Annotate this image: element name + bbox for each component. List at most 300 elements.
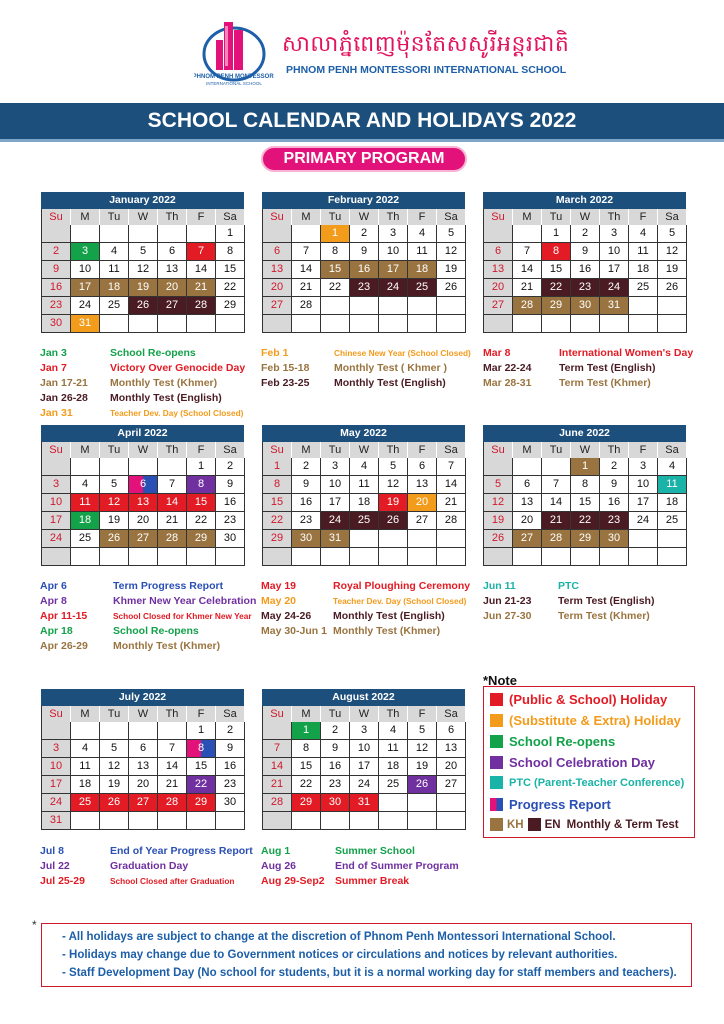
day-cell: 29: [216, 297, 245, 315]
day-cell: 2: [600, 458, 629, 476]
events-july: [40, 844, 253, 889]
day-cell: 8: [187, 740, 216, 758]
day-cell: 20: [513, 512, 542, 530]
event-description: Teacher Dev. Day (School Closed): [333, 596, 467, 606]
weekday-header: M: [292, 706, 321, 722]
weekday-header: F: [187, 209, 216, 225]
empty-day-cell: [379, 812, 408, 830]
event-item: [483, 609, 654, 624]
empty-day-cell: [100, 315, 129, 333]
banner-divider: [0, 139, 724, 142]
day-cell: 28: [292, 297, 321, 315]
day-cell: 9: [42, 261, 71, 279]
day-cell: 19: [379, 494, 408, 512]
event-date: Mar 8: [483, 347, 511, 359]
day-cell: 21: [513, 279, 542, 297]
event-item: [40, 361, 245, 376]
weekday-header: Su: [484, 209, 513, 225]
empty-day-cell: [629, 548, 658, 566]
day-cell: 27: [129, 530, 158, 548]
day-cell: 17: [42, 776, 71, 794]
day-cell: 7: [263, 740, 292, 758]
day-cell: 25: [350, 512, 379, 530]
legend-label: Progress Report: [509, 797, 611, 812]
empty-day-cell: [408, 315, 437, 333]
weekday-header: F: [408, 442, 437, 458]
day-cell: 27: [158, 297, 187, 315]
empty-day-cell: [129, 225, 158, 243]
day-cell: 4: [408, 225, 437, 243]
day-cell: 24: [42, 530, 71, 548]
event-date: Jul 22: [40, 860, 70, 872]
day-cell: 27: [484, 297, 513, 315]
day-cell: 2: [571, 225, 600, 243]
day-cell: 22: [321, 279, 350, 297]
event-item: [40, 874, 253, 889]
event-date: Mar 28-31: [483, 377, 532, 389]
month-title: April 2022: [41, 425, 244, 442]
day-cell: 16: [571, 261, 600, 279]
month-title: August 2022: [262, 689, 465, 706]
event-date: Apr 8: [40, 595, 67, 607]
day-cell: 22: [216, 279, 245, 297]
month-title: June 2022: [483, 425, 686, 442]
event-item: [483, 594, 654, 609]
day-cell: 19: [437, 261, 466, 279]
empty-day-cell: [379, 794, 408, 812]
day-cell: 18: [629, 261, 658, 279]
school-name-khmer: សាលាភ្នំពេញម៉ុនតែសសូរីអន្តរជាតិ: [282, 32, 570, 57]
empty-day-cell: [321, 548, 350, 566]
empty-day-cell: [658, 530, 687, 548]
month-title: March 2022: [483, 192, 686, 209]
weekday-header: Tu: [542, 442, 571, 458]
day-cell: 14: [158, 758, 187, 776]
day-cell: 20: [484, 279, 513, 297]
empty-day-cell: [292, 225, 321, 243]
day-cell: 28: [437, 512, 466, 530]
day-cell: 25: [658, 512, 687, 530]
school-name-english: PHNOM PENH MONTESSORI INTERNATIONAL SCHOOL: [286, 64, 567, 76]
event-description: Term Test (Khmer): [559, 377, 651, 389]
day-cell: 30: [42, 315, 71, 333]
day-cell: 31: [321, 530, 350, 548]
day-cell: 18: [379, 758, 408, 776]
program-badge: PRIMARY PROGRAM: [261, 146, 467, 172]
event-date: Jan 26-28: [40, 392, 88, 404]
event-description: International Women's Day: [559, 347, 694, 359]
day-cell: 16: [292, 494, 321, 512]
day-cell: 10: [42, 494, 71, 512]
empty-day-cell: [42, 225, 71, 243]
weekday-header: Tu: [321, 706, 350, 722]
day-cell: 8: [187, 476, 216, 494]
empty-day-cell: [379, 315, 408, 333]
day-cell: 11: [350, 476, 379, 494]
svg-text:PHNOM PENH MONTESSORI: PHNOM PENH MONTESSORI: [194, 74, 274, 80]
day-cell: 6: [158, 243, 187, 261]
weekday-header: Th: [379, 209, 408, 225]
page-title: SCHOOL CALENDAR AND HOLIDAYS 2022: [0, 103, 724, 139]
day-cell: 10: [71, 261, 100, 279]
day-cell: 24: [629, 512, 658, 530]
legend-label: (Substitute & Extra) Holiday: [509, 713, 681, 728]
day-cell: 1: [321, 225, 350, 243]
day-cell: 31: [71, 315, 100, 333]
calendar-august: [262, 689, 465, 830]
day-cell: 15: [571, 494, 600, 512]
day-cell: 17: [629, 494, 658, 512]
day-cell: 16: [600, 494, 629, 512]
day-cell: 18: [71, 512, 100, 530]
day-cell: 29: [187, 794, 216, 812]
day-cell: 25: [379, 776, 408, 794]
day-cell: 25: [629, 279, 658, 297]
empty-day-cell: [158, 722, 187, 740]
day-cell: 28: [263, 794, 292, 812]
day-cell: 19: [484, 512, 513, 530]
legend-swatch: [490, 693, 503, 706]
day-cell: 20: [129, 776, 158, 794]
empty-day-cell: [350, 530, 379, 548]
event-date: Jun 21-23: [483, 595, 532, 607]
day-cell: 17: [379, 261, 408, 279]
empty-day-cell: [437, 315, 466, 333]
day-cell: 7: [542, 476, 571, 494]
legend-item: [490, 755, 655, 770]
day-cell: 30: [216, 530, 245, 548]
day-cell: 9: [600, 476, 629, 494]
event-item: [40, 391, 245, 406]
weekday-header: F: [408, 209, 437, 225]
day-cell: 11: [408, 243, 437, 261]
legend-swatch-kh: [490, 818, 503, 831]
month-grid: [483, 442, 686, 566]
event-date: May 30-Jun 1: [261, 625, 327, 637]
day-cell: 11: [100, 261, 129, 279]
day-cell: 2: [216, 722, 245, 740]
day-cell: 20: [408, 494, 437, 512]
empty-day-cell: [71, 225, 100, 243]
day-cell: 15: [187, 494, 216, 512]
event-item: [40, 639, 256, 654]
day-cell: 29: [571, 530, 600, 548]
day-cell: 23: [600, 512, 629, 530]
day-cell: 19: [658, 261, 687, 279]
weekday-header: M: [71, 442, 100, 458]
day-cell: 26: [484, 530, 513, 548]
empty-day-cell: [484, 458, 513, 476]
day-cell: 17: [600, 261, 629, 279]
note-title: *Note: [483, 673, 517, 688]
day-cell: 26: [129, 297, 158, 315]
day-cell: 6: [263, 243, 292, 261]
day-cell: 11: [658, 476, 687, 494]
day-cell: 30: [600, 530, 629, 548]
day-cell: 5: [484, 476, 513, 494]
day-cell: 7: [187, 243, 216, 261]
event-date: Apr 11-15: [40, 610, 88, 622]
month-grid: [262, 209, 465, 333]
day-cell: 1: [216, 225, 245, 243]
empty-day-cell: [379, 548, 408, 566]
empty-day-cell: [408, 548, 437, 566]
day-cell: 15: [187, 758, 216, 776]
empty-day-cell: [571, 548, 600, 566]
day-cell: 14: [292, 261, 321, 279]
empty-day-cell: [658, 297, 687, 315]
day-cell: 14: [513, 261, 542, 279]
event-item: [261, 844, 459, 859]
empty-day-cell: [129, 812, 158, 830]
day-cell: 7: [158, 476, 187, 494]
day-cell: 1: [187, 458, 216, 476]
day-cell: 12: [484, 494, 513, 512]
event-item: [483, 361, 693, 376]
event-date: Aug 26: [261, 860, 297, 872]
day-cell: 28: [187, 297, 216, 315]
day-cell: 13: [437, 740, 466, 758]
event-date: Mar 22-24: [483, 362, 532, 374]
event-date: Aug 29-Sep2: [261, 875, 325, 887]
day-cell: 26: [437, 279, 466, 297]
weekday-header: M: [292, 442, 321, 458]
event-date: Apr 6: [40, 580, 67, 592]
day-cell: 13: [129, 758, 158, 776]
empty-day-cell: [542, 315, 571, 333]
empty-day-cell: [321, 812, 350, 830]
day-cell: 3: [42, 740, 71, 758]
event-description: Term Test (Khmer): [558, 610, 650, 622]
day-cell: 7: [513, 243, 542, 261]
events-april: [40, 579, 256, 654]
day-cell: 10: [629, 476, 658, 494]
weekday-header: Tu: [100, 706, 129, 722]
weekday-header: Sa: [658, 442, 687, 458]
day-cell: 2: [42, 243, 71, 261]
weekday-header: W: [129, 442, 158, 458]
day-cell: 16: [321, 758, 350, 776]
empty-day-cell: [100, 722, 129, 740]
day-cell: 25: [100, 297, 129, 315]
day-cell: 12: [379, 476, 408, 494]
calendar-july: [41, 689, 244, 830]
day-cell: 25: [408, 279, 437, 297]
empty-day-cell: [100, 458, 129, 476]
day-cell: 24: [379, 279, 408, 297]
weekday-header: Sa: [216, 442, 245, 458]
day-cell: 8: [216, 243, 245, 261]
event-description: PTC: [558, 580, 579, 592]
day-cell: 21: [158, 776, 187, 794]
day-cell: 26: [658, 279, 687, 297]
day-cell: 15: [542, 261, 571, 279]
day-cell: 22: [187, 776, 216, 794]
empty-day-cell: [629, 530, 658, 548]
day-cell: 15: [321, 261, 350, 279]
empty-day-cell: [42, 722, 71, 740]
empty-day-cell: [71, 548, 100, 566]
day-cell: 7: [158, 740, 187, 758]
empty-day-cell: [513, 458, 542, 476]
legend-swatch: [490, 798, 503, 811]
day-cell: 4: [379, 722, 408, 740]
day-cell: 18: [350, 494, 379, 512]
event-description: Graduation Day: [110, 860, 189, 872]
day-cell: 2: [321, 722, 350, 740]
day-cell: 6: [129, 476, 158, 494]
day-cell: 19: [129, 279, 158, 297]
event-item: [40, 624, 256, 639]
day-cell: 31: [42, 812, 71, 830]
footnote-line: - All holidays are subject to change at the discretion of Phnom Penh Montessori International School.: [62, 931, 616, 943]
event-item: [40, 609, 256, 624]
day-cell: 14: [187, 261, 216, 279]
empty-day-cell: [158, 812, 187, 830]
day-cell: 12: [129, 261, 158, 279]
event-description: Monthly Test (Khmer): [113, 640, 221, 652]
day-cell: 1: [571, 458, 600, 476]
legend-item: [490, 692, 667, 707]
event-item: [261, 624, 470, 639]
day-cell: 29: [263, 530, 292, 548]
empty-day-cell: [216, 812, 245, 830]
empty-day-cell: [187, 548, 216, 566]
day-cell: 8: [263, 476, 292, 494]
events-may: [261, 579, 470, 639]
weekday-header: Su: [263, 442, 292, 458]
legend-swatch: [490, 776, 503, 789]
event-date: Feb 1: [261, 347, 289, 359]
day-cell: 23: [571, 279, 600, 297]
month-grid: [41, 442, 244, 566]
empty-day-cell: [263, 315, 292, 333]
empty-day-cell: [350, 548, 379, 566]
weekday-header: W: [129, 209, 158, 225]
event-description: School Closed after Graduation: [110, 876, 235, 886]
month-title: February 2022: [262, 192, 465, 209]
day-cell: 10: [42, 758, 71, 776]
day-cell: 18: [71, 776, 100, 794]
event-description: Royal Ploughing Ceremony: [333, 580, 471, 592]
event-description: Monthly Test (Khmer): [333, 625, 441, 637]
event-item: [261, 361, 471, 376]
empty-day-cell: [437, 530, 466, 548]
day-cell: 15: [292, 758, 321, 776]
day-cell: 13: [408, 476, 437, 494]
day-cell: 10: [321, 476, 350, 494]
event-item: [483, 376, 693, 391]
empty-day-cell: [408, 530, 437, 548]
empty-day-cell: [408, 297, 437, 315]
day-cell: 3: [350, 722, 379, 740]
event-date: Jan 7: [40, 362, 67, 374]
empty-day-cell: [129, 458, 158, 476]
weekday-header: Su: [42, 706, 71, 722]
empty-day-cell: [379, 530, 408, 548]
empty-day-cell: [71, 722, 100, 740]
calendar-april: [41, 425, 244, 566]
empty-day-cell: [658, 315, 687, 333]
empty-day-cell: [321, 315, 350, 333]
empty-day-cell: [187, 225, 216, 243]
legend-item: [490, 797, 611, 812]
event-item: [40, 406, 245, 421]
event-description: School Re-opens: [113, 625, 199, 637]
day-cell: 26: [408, 776, 437, 794]
day-cell: 27: [437, 776, 466, 794]
svg-text:INTERNATIONAL SCHOOL: INTERNATIONAL SCHOOL: [206, 81, 262, 86]
weekday-header: M: [71, 209, 100, 225]
day-cell: 22: [542, 279, 571, 297]
day-cell: 23: [321, 776, 350, 794]
event-description: School Re-opens: [110, 347, 196, 359]
event-description: End of Summer Program: [335, 860, 459, 872]
day-cell: 25: [71, 794, 100, 812]
day-cell: 30: [321, 794, 350, 812]
day-cell: 7: [292, 243, 321, 261]
day-cell: 4: [350, 458, 379, 476]
empty-day-cell: [187, 812, 216, 830]
day-cell: 15: [263, 494, 292, 512]
day-cell: 20: [263, 279, 292, 297]
day-cell: 23: [216, 512, 245, 530]
event-date: Apr 18: [40, 625, 73, 637]
empty-day-cell: [658, 548, 687, 566]
calendar-may: [262, 425, 465, 566]
day-cell: 16: [350, 261, 379, 279]
empty-day-cell: [437, 794, 466, 812]
event-item: [261, 594, 470, 609]
day-cell: 22: [187, 512, 216, 530]
day-cell: 14: [542, 494, 571, 512]
weekday-header: Sa: [437, 442, 466, 458]
day-cell: 8: [292, 740, 321, 758]
empty-day-cell: [42, 548, 71, 566]
weekday-header: Sa: [658, 209, 687, 225]
day-cell: 28: [513, 297, 542, 315]
footnote-asterisk: *: [32, 918, 37, 932]
day-cell: 9: [321, 740, 350, 758]
empty-day-cell: [484, 315, 513, 333]
weekday-header: M: [513, 209, 542, 225]
empty-day-cell: [158, 548, 187, 566]
legend-swatch-en: [528, 818, 541, 831]
month-grid: [262, 442, 465, 566]
day-cell: 30: [571, 297, 600, 315]
day-cell: 27: [408, 512, 437, 530]
event-description: Summer Break: [335, 875, 410, 887]
day-cell: 22: [292, 776, 321, 794]
event-date: Feb 15-18: [261, 362, 310, 374]
day-cell: 19: [100, 512, 129, 530]
event-item: [40, 376, 245, 391]
empty-day-cell: [437, 297, 466, 315]
events-august: [261, 844, 459, 889]
day-cell: 13: [484, 261, 513, 279]
day-cell: 13: [158, 261, 187, 279]
day-cell: 12: [658, 243, 687, 261]
day-cell: 9: [216, 476, 245, 494]
legend-label: School Re-opens: [509, 734, 616, 749]
weekday-header: Sa: [216, 209, 245, 225]
event-date: Apr 26-29: [40, 640, 88, 652]
day-cell: 24: [321, 512, 350, 530]
weekday-header: M: [292, 209, 321, 225]
day-cell: 5: [437, 225, 466, 243]
day-cell: 20: [129, 512, 158, 530]
day-cell: 18: [100, 279, 129, 297]
